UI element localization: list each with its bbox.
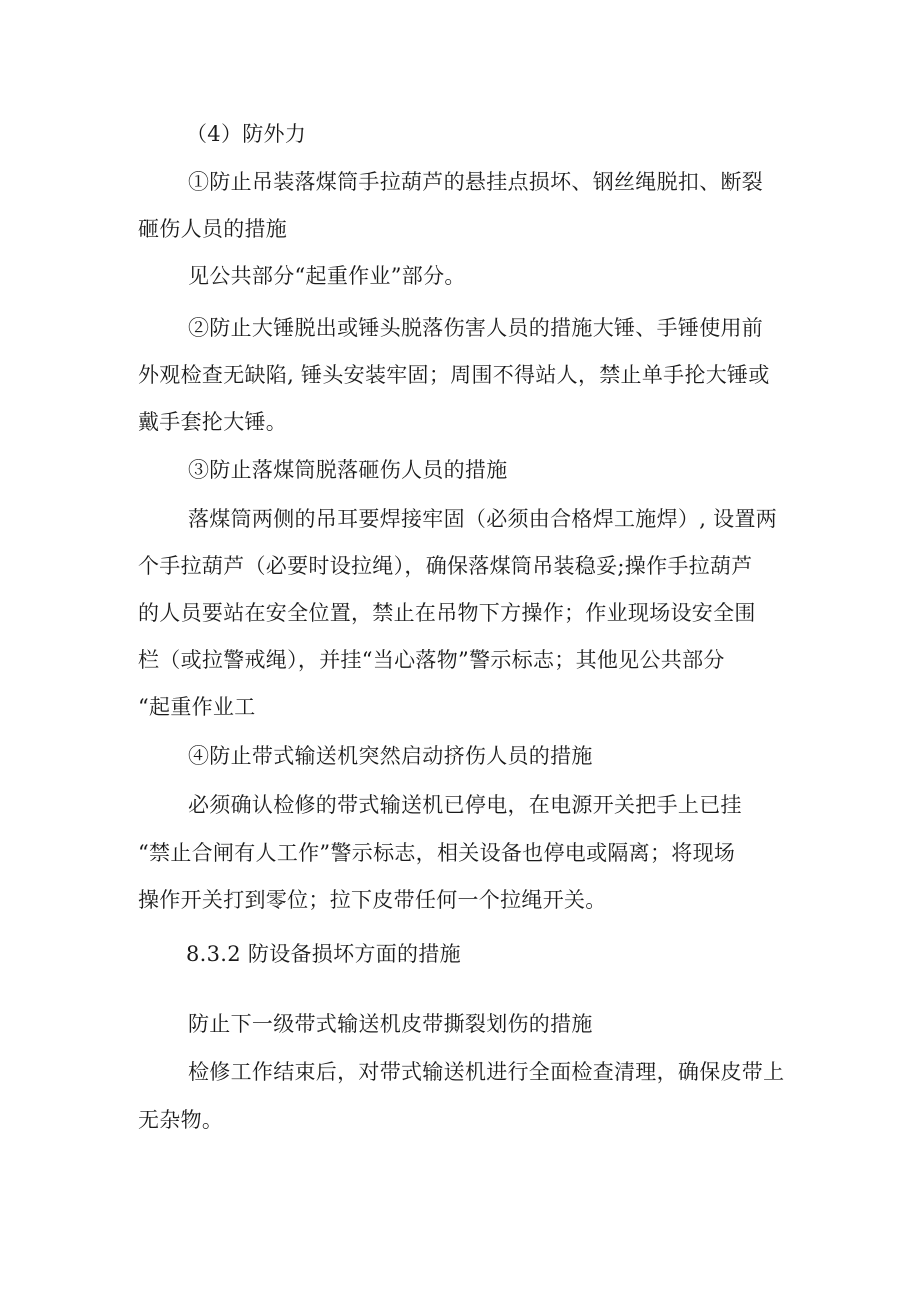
item-3-line-5: “起重作业工 [138,695,256,719]
item-3-line-4: 栏（或拉警戒绳），并挂“当心落物”警示标志；其他见公共部分 [138,648,725,672]
item-4-line-2: “禁止合闸有人工作”警示标志，相关设备也停电或隔离；将现场 [138,841,736,865]
item-2-line-3: 戴手套抡大锤。 [138,410,288,434]
item-2-line-2: 外观检查无缺陷, 锤头安装牢固；周围不得站人，禁止单手抡大锤或 [138,363,770,387]
section-4-heading: （4）防外力 [186,122,307,146]
item-1-line-2: 砸伤人员的措施 [138,217,288,241]
item-2-line-1: ②防止大锤脱出或锤头脱落伤害人员的措施大锤、手锤使用前 [188,316,764,340]
item-4-title: ④防止带式输送机突然启动挤伤人员的措施 [188,744,593,768]
belt-damage-line-2: 无杂物。 [138,1108,224,1132]
belt-damage-line-1: 检修工作结束后，对带式输送机进行全面检查清理，确保皮带上 [188,1060,785,1084]
item-3-line-3: 的人员要站在安全位置，禁止在吊物下方操作；作业现场设安全围 [138,601,756,625]
item-3-line-2: 个手拉葫芦（必要时设拉绳），确保落煤筒吊装稳妥;操作手拉葫芦 [138,554,753,578]
item-3-line-1: 落煤筒两侧的吊耳要焊接牢固（必须由合格焊工施焊）, 设置两 [188,507,778,531]
item-1-line-1: ①防止吊装落煤筒手拉葫芦的悬挂点损坏、钢丝绳脱扣、断裂 [188,170,764,194]
item-1-body: 见公共部分“起重作业”部分。 [188,264,466,288]
item-4-line-1: 必须确认检修的带式输送机已停电，在电源开关把手上已挂 [188,793,742,817]
section-8-3-2-heading: 8.3.2 防设备损坏方面的措施 [186,942,461,966]
belt-damage-title: 防止下一级带式输送机皮带撕裂划伤的措施 [188,1012,593,1036]
item-4-line-3: 操作开关打到零位；拉下皮带任何一个拉绳开关。 [138,888,607,912]
item-3-title: ③防止落煤筒脱落砸伤人员的措施 [188,458,508,482]
